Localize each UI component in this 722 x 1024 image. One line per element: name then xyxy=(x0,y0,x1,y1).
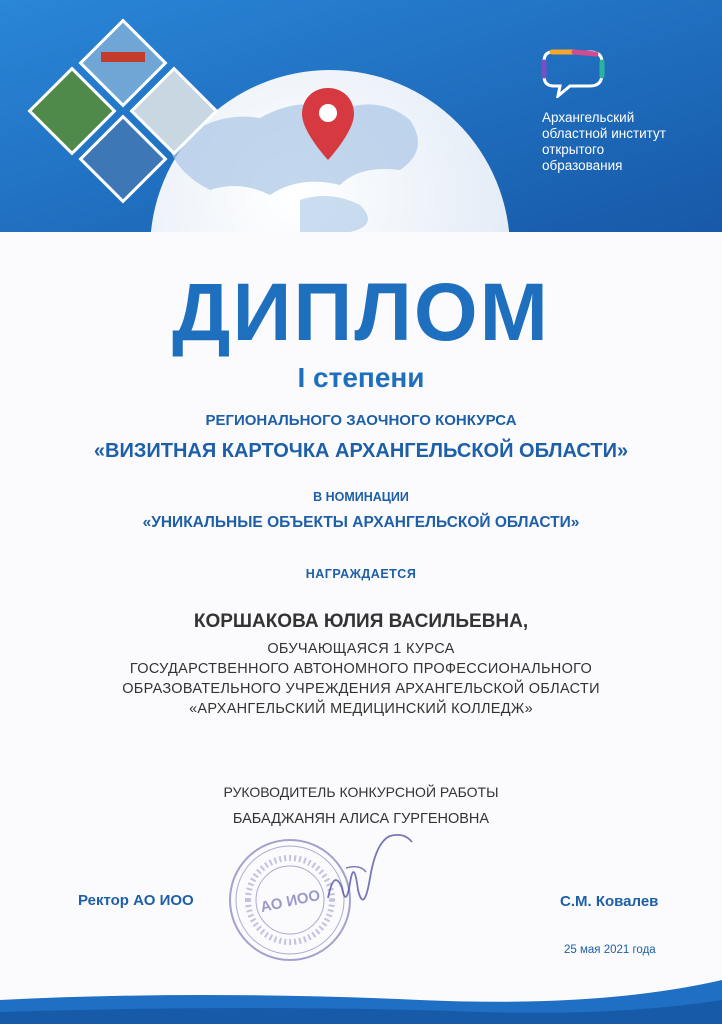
diploma-degree: I степени xyxy=(297,362,425,393)
org-name-line: образования xyxy=(542,158,623,173)
contest-line-1: РЕГИОНАЛЬНОГО ЗАОЧНОГО КОНКУРСА xyxy=(205,412,517,429)
recipient-detail: ОБУЧАЮЩАЯСЯ 1 КУРСА xyxy=(267,641,455,657)
logo-speech-bubble-icon xyxy=(540,46,606,98)
stamp-text: АО ИОО xyxy=(258,886,322,917)
supervisor-name: БАБАДЖАНЯН АЛИСА ГУРГЕНОВНА xyxy=(232,811,490,827)
footer-wave xyxy=(0,960,722,1024)
organization-name xyxy=(542,110,712,174)
contest-name: «ВИЗИТНАЯ КАРТОЧКА АРХАНГЕЛЬСКОЙ ОБЛАСТИ» xyxy=(93,440,629,462)
org-name-line: областной институт xyxy=(542,126,666,141)
org-name-line: открытого xyxy=(542,142,605,157)
org-name-line: Архангельский xyxy=(542,110,635,125)
rector-name: С.М. Ковалев xyxy=(560,893,659,910)
nomination-name: «УНИКАЛЬНЫЕ ОБЪЕКТЫ АРХАНГЕЛЬСКОЙ ОБЛАСТИ» xyxy=(142,514,580,531)
rector-signature xyxy=(320,828,430,918)
supervisor-label: РУКОВОДИТЕЛЬ КОНКУРСНОЙ РАБОТЫ xyxy=(223,784,499,800)
issue-date: 25 мая 2021 года xyxy=(564,944,656,956)
award-label: НАГРАЖДАЕТСЯ xyxy=(305,567,417,581)
nomination-label: В НОМИНАЦИИ xyxy=(313,490,409,504)
recipient-detail: «АРХАНГЕЛЬСКИЙ МЕДИЦИНСКИЙ КОЛЛЕДЖ» xyxy=(189,701,533,717)
rector-label: Ректор АО ИОО xyxy=(78,892,194,909)
recipient-detail: ОБРАЗОВАТЕЛЬНОГО УЧРЕЖДЕНИЯ АРХАНГЕЛЬСКОЙ ОБЛАСТИ xyxy=(122,681,600,697)
recipient-name: КОРШАКОВА ЮЛИЯ ВАСИЛЬЕВНА, xyxy=(193,611,529,632)
diploma-title: ДИПЛОМ xyxy=(172,267,550,358)
recipient-detail: ГОСУДАРСТВЕННОГО АВТОНОМНОГО ПРОФЕССИОНАЛЬНОГО xyxy=(129,661,593,677)
